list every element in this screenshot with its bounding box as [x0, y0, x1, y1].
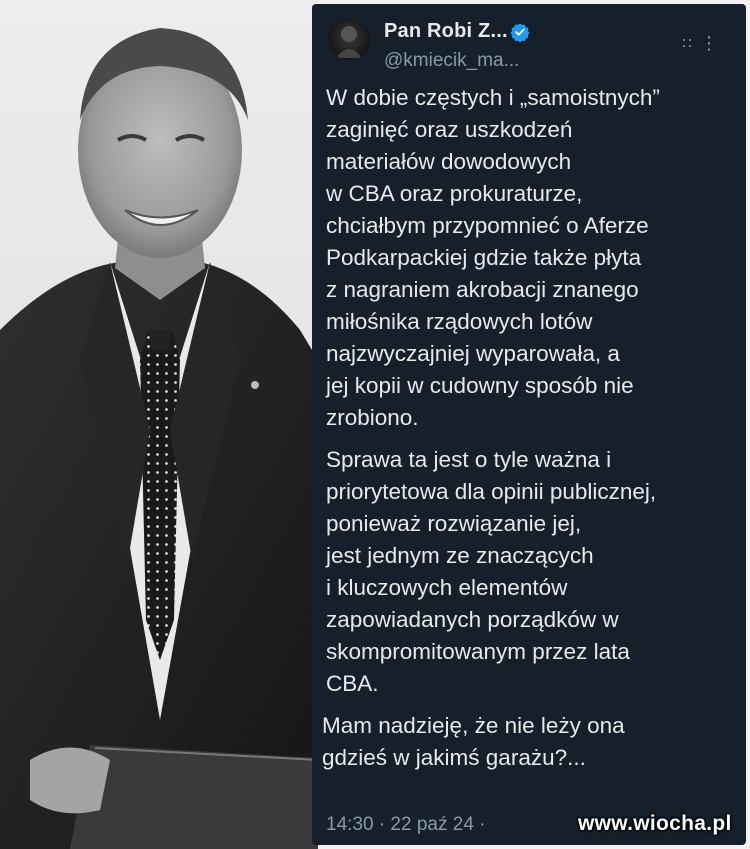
- tweet-paragraph-2: Sprawa ta jest o tyle ważna i priorytetowa dla opinii publicznej, ponieważ rozwiązanie jej, jest jednym ze znaczących i kluczowych elementów zapowiadanych porządków w skompromitowanym przez lata CBA.: [326, 447, 657, 696]
- tweet-timestamp[interactable]: 14:30 · 22 paź 24 ·: [326, 814, 486, 835]
- tweet-card: [312, 4, 746, 845]
- display-name[interactable]: Pan Robi Z...: [384, 20, 508, 42]
- tweet-body: [322, 82, 736, 784]
- portrait-photo: [0, 0, 318, 849]
- more-icon[interactable]: ⋮: [700, 33, 718, 53]
- tweet-paragraph-1: W dobie częstych i „samoistnych” zaginięć oraz uszkodzeń materiałów dowodowych w CBA oraz prokuraturze, chciałbym przypomnieć o Aferze Podkarpackiej gdzie także płyta z nagraniem akrobacji znanego miłośnika rządowych lotów najzwyczajniej wyparowała, a jej kopii w cudowny sposób nie zrobiono.: [326, 85, 660, 430]
- tweet-paragraph-3: Mam nadzieję, że nie leży ona gdzieś w jakimś garażu?...: [322, 713, 625, 770]
- portrait-illustration: [0, 0, 318, 849]
- user-avatar[interactable]: [328, 18, 370, 60]
- user-handle[interactable]: @kmiecik_ma...: [384, 50, 520, 71]
- site-watermark: www.wiocha.pl: [578, 812, 732, 835]
- decorative-dots-icon: [682, 38, 692, 48]
- verified-badge-icon: [510, 22, 530, 42]
